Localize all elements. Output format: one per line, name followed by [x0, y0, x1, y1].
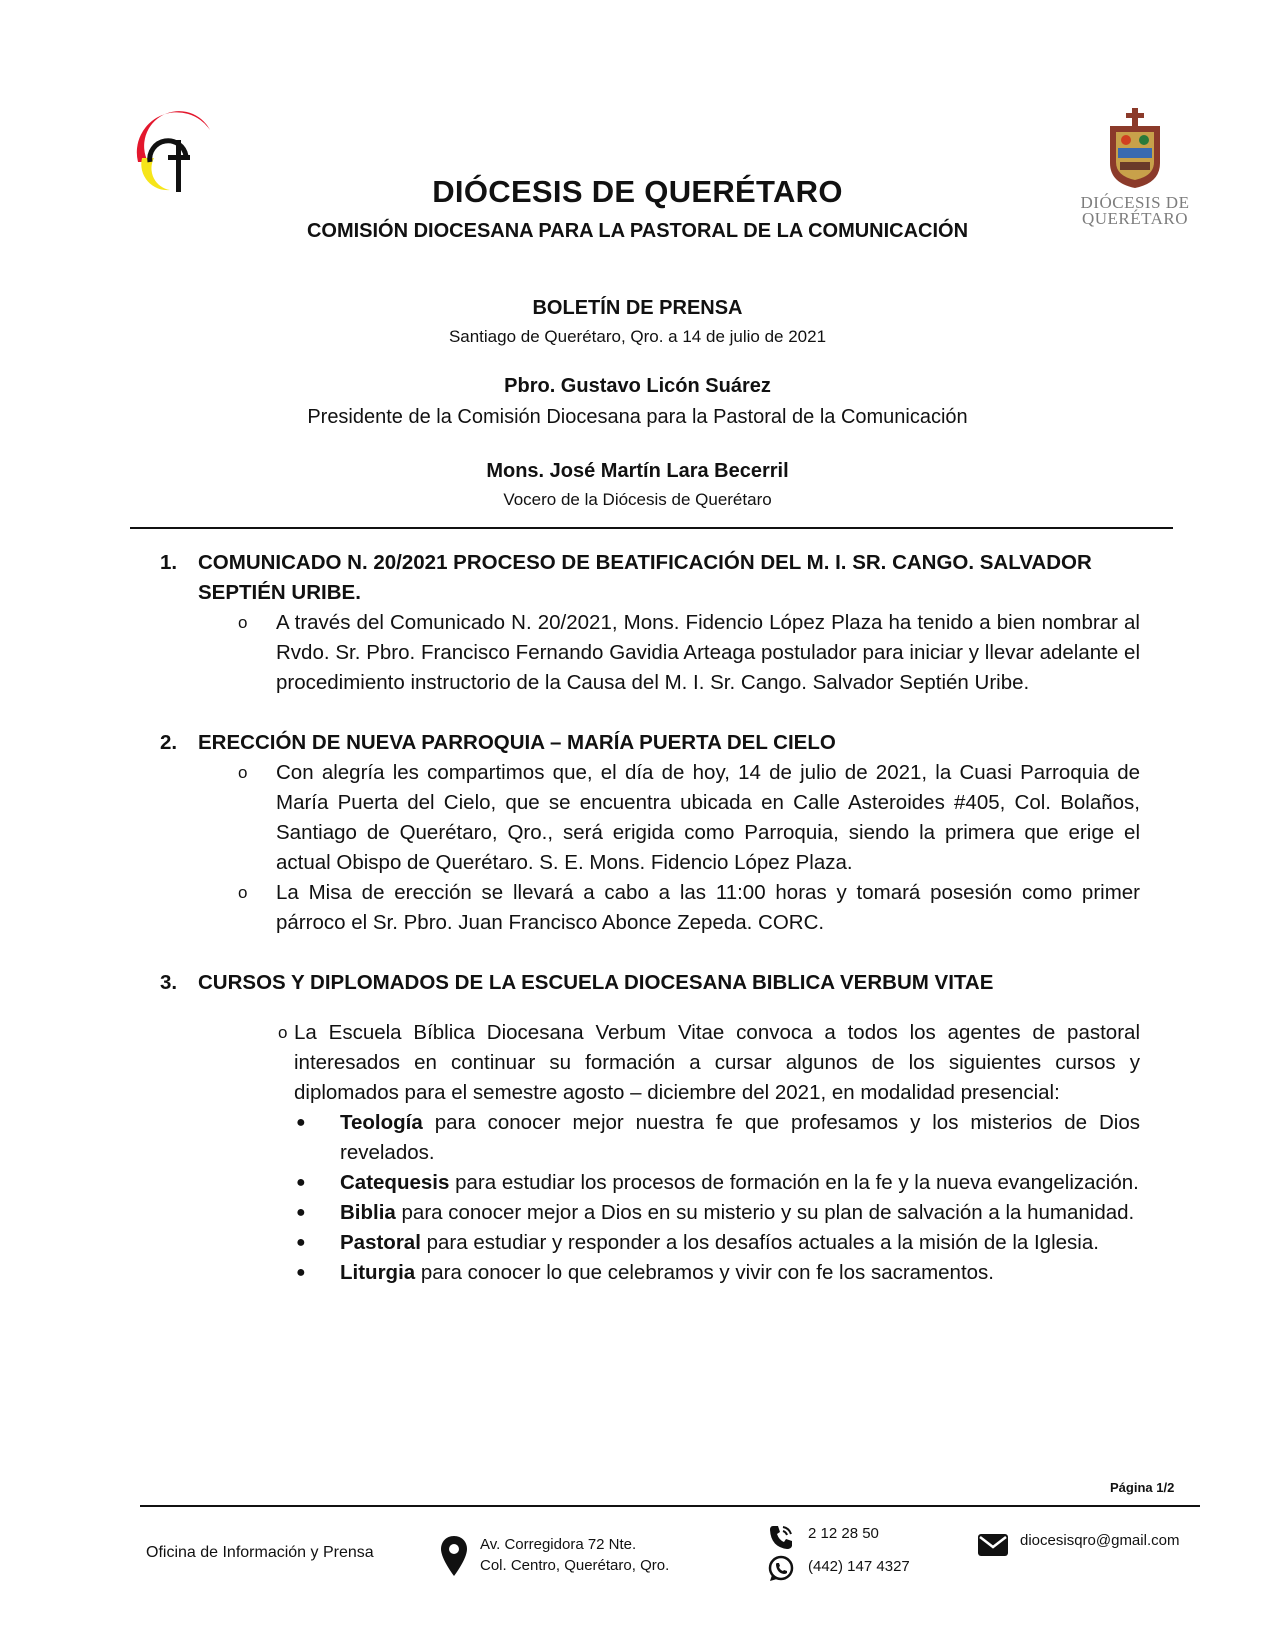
section-3 — [160, 968, 1140, 1288]
location-pin-icon — [441, 1536, 467, 1581]
diocese-seal — [1080, 108, 1190, 236]
section-title: COMUNICADO N. 20/2021 PROCESO DE BEATIFICACIÓN DEL M. I. SR. CANGO. SALVADOR SEPTIÉN URIBE. — [198, 551, 1092, 604]
course-item: ● Catequesis para estudiar los procesos de formación en la fe y la nueva evangelización. — [296, 1168, 1140, 1198]
whatsapp-icon — [767, 1555, 795, 1588]
seal-line-1: DIÓCESIS DE — [1080, 193, 1190, 212]
section-title: CURSOS Y DIPLOMADOS DE LA ESCUELA DIOCESANA BIBLICA VERBUM VITAE — [198, 971, 994, 994]
course-item: ● Liturgia para conocer lo que celebramos y vivir con fe los sacramentos. — [296, 1258, 1140, 1288]
bullet-dot-icon: ● — [296, 1234, 306, 1251]
course-name: Biblia — [340, 1201, 396, 1224]
bullet-dot-icon: ● — [296, 1264, 306, 1281]
circle-bullet-icon: o — [238, 763, 248, 782]
course-name: Pastoral — [340, 1231, 421, 1254]
circle-bullet-icon: o — [238, 883, 248, 902]
bulletin-heading: BOLETÍN DE PRENSA — [532, 297, 743, 319]
bullet-dot-icon: ● — [296, 1204, 306, 1221]
page-number: Página 1/2 — [1110, 1480, 1175, 1495]
circle-bullet-icon: o — [238, 613, 248, 632]
course-item: ● Biblia para conocer mejor a Dios en su misterio y su plan de salvación a la humanidad. — [296, 1198, 1140, 1228]
course-name: Catequesis — [340, 1171, 450, 1194]
section-number: 2. — [160, 731, 178, 754]
list-item: o La Escuela Bíblica Diocesana Verbum Vitae convoca a todos los agentes de pastoral interesados en continuar su formación a cursar algunos de los siguientes cursos y diplomados para el semestre agosto – diciembre del 2021, en modalidad presencial: — [278, 1018, 1140, 1108]
section-number: 1. — [160, 551, 178, 574]
course-item: ● Teología para conocer mejor nuestra fe que profesamos y los misterios de Dios revelados. — [296, 1108, 1140, 1168]
bullet-dot-icon: ● — [296, 1174, 306, 1191]
spokesman-role: Vocero de la Diócesis de Querétaro — [503, 490, 772, 509]
page-title: DIÓCESIS DE QUERÉTARO — [432, 174, 843, 209]
phone-number: 2 12 28 50 — [808, 1525, 879, 1542]
section-title: ERECCIÓN DE NUEVA PARROQUIA – MARÍA PUERTA DEL CIELO — [198, 731, 836, 754]
list-item: o La Misa de erección se llevará a cabo a las 11:00 horas y tomará posesión como primer párroco el Sr. Pbro. Juan Francisco Abonce Zepeda. CORC. — [238, 878, 1140, 938]
phone-icon — [767, 1523, 795, 1556]
header-divider — [130, 527, 1173, 529]
section-number: 3. — [160, 971, 178, 994]
bulletin-content — [160, 548, 1140, 1288]
page-subtitle: COMISIÓN DIOCESANA PARA LA PASTORAL DE LA COMUNICACIÓN — [306, 220, 969, 242]
president-name: Pbro. Gustavo Licón Suárez — [504, 375, 771, 397]
spokesman-name: Mons. José Martín Lara Becerril — [486, 460, 789, 482]
address-line-2: Col. Centro, Querétaro, Qro. — [480, 1557, 670, 1574]
seal-line-2: QUERÉTARO — [1081, 209, 1189, 228]
bullet-dot-icon: ● — [296, 1114, 306, 1131]
mail-icon — [977, 1533, 1009, 1562]
bulletin-date: Santiago de Querétaro, Qro. a 14 de julio de 2021 — [448, 327, 827, 346]
circle-bullet-icon: o — [278, 1023, 288, 1042]
list-item: o Con alegría les compartimos que, el día de hoy, 14 de julio de 2021, la Cuasi Parroquia de María Puerta del Cielo, que se encuentra ubicada en Calle Asteroides #405, Col. Bolaños, Santiago de Querétaro, Qro., será erigida como Parroquia, siendo la primera que erige el actual Obispo de Querétaro. S. E. Mons. Fidencio López Plaza. — [238, 758, 1140, 878]
course-name: Teología — [340, 1111, 423, 1134]
course-item: ● Pastoral para estudiar y responder a los desafíos actuales a la misión de la Iglesia. — [296, 1228, 1140, 1258]
footer-divider — [140, 1505, 1200, 1507]
footer-email[interactable]: diocesisqro@gmail.com — [1020, 1532, 1180, 1549]
footer-office: Oficina de Información y Prensa — [146, 1544, 374, 1561]
list-item: o A través del Comunicado N. 20/2021, Mons. Fidencio López Plaza ha tenido a bien nombrar al Rvdo. Sr. Pbro. Francisco Fernando Gavidia Arteaga postulador para iniciar y llevar adelante el procedimiento instructorio de la Causa del M. I. Sr. Cango. Salvador Septién Uribe. — [238, 608, 1140, 698]
section-1 — [160, 548, 1140, 698]
whatsapp-number: (442) 147 4327 — [808, 1558, 910, 1575]
footer-address — [480, 1534, 669, 1576]
course-name: Liturgia — [340, 1261, 416, 1284]
address-line-1: Av. Corregidora 72 Nte. — [480, 1536, 637, 1553]
section-2 — [160, 728, 1140, 938]
president-role: Presidente de la Comisión Diocesana para la Pastoral de la Comunicación — [307, 406, 968, 428]
